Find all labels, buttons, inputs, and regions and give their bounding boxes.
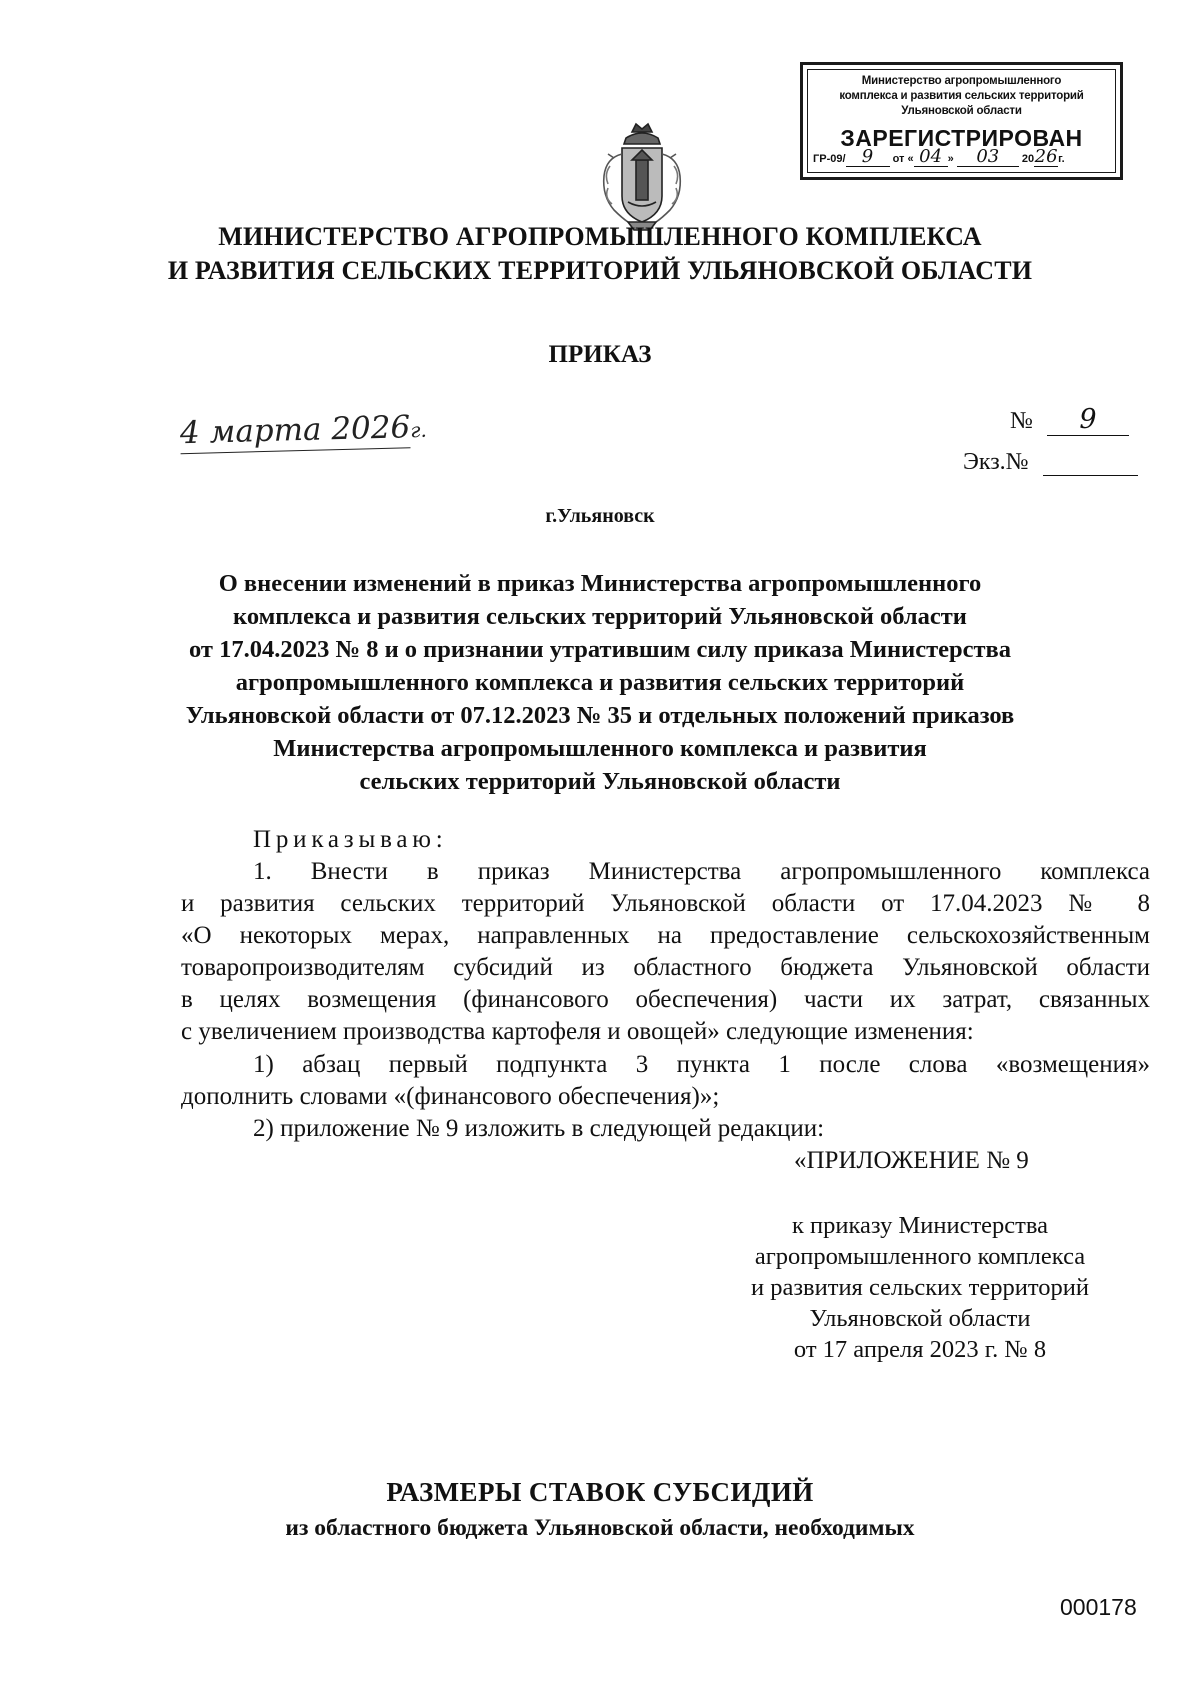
date-value: 4 марта 2026 — [180, 409, 411, 454]
number-value: 9 — [1047, 405, 1129, 436]
stamp-status: ЗАРЕГИСТРИРОВАН — [840, 125, 1083, 151]
appendix-line: и развития сельских территорий — [751, 1274, 1089, 1301]
stamp-day: 04 — [914, 148, 948, 167]
subject-line: агропромышленного комплекса и развития сельских территорий — [235, 669, 965, 696]
rates-title: РАЗМЕРЫ СТАВОК СУБСИДИЙ — [386, 1477, 814, 1507]
stamp-reg-row — [813, 148, 1065, 167]
subject-line: О внесении изменений в приказ Министерства агропромышленного — [218, 570, 982, 597]
handwritten-date — [180, 409, 428, 451]
body-line: «О некоторых мерах, направленных на предоставление сельскохозяйственным — [181, 922, 1150, 949]
city: г.Ульяновск — [545, 505, 655, 527]
stamp-line-2: комплекса и развития сельских территорий — [839, 90, 1084, 102]
registration-stamp — [800, 62, 1123, 180]
stamp-line-3: Ульяновской области — [901, 105, 1022, 117]
body-line: товаропроизводителям субсидий из областного бюджета Ульяновской области — [181, 954, 1150, 981]
document-type: ПРИКАЗ — [548, 341, 652, 368]
body-line: и развития сельских территорий Ульяновской области от 17.04.2023 № 8 — [181, 890, 1150, 917]
date-year-suffix: г. — [409, 417, 428, 443]
subject-line: сельских территорий Ульяновской области — [359, 768, 841, 795]
body-line: дополнить словами «(финансового обеспечения)»; — [181, 1083, 720, 1110]
stamp-line-1: Министерство агропромышленного — [861, 75, 1062, 87]
body-line: 2) приложение № 9 изложить в следующей редакции: — [253, 1115, 825, 1142]
order-subject — [150, 567, 1050, 798]
subject-line: Министерства агропромышленного комплекса и развития — [273, 735, 927, 762]
appendix-line: агропромышленного комплекса — [754, 1243, 1086, 1270]
stamp-year-suffix: 26 — [1034, 146, 1058, 167]
copy-blank — [1043, 453, 1138, 476]
appendix-title: «ПРИЛОЖЕНИЕ № 9 — [794, 1147, 1029, 1174]
subject-line: комплекса и развития сельских территорий Ульяновской области — [233, 603, 967, 630]
ministry-name-line-2: И РАЗВИТИЯ СЕЛЬСКИХ ТЕРРИТОРИЙ УЛЬЯНОВСКОЙ ОБЛАСТИ — [167, 256, 1033, 285]
subject-line: Ульяновской области от 07.12.2023 № 35 и отдельных положений приказов — [185, 702, 1015, 729]
order-word: Приказываю: — [253, 826, 448, 853]
stamp-month: 03 — [957, 148, 1019, 167]
body-line: с увеличением производства картофеля и овощей» следующие изменения: — [181, 1018, 974, 1045]
appendix-line: к приказу Министерства — [792, 1212, 1048, 1239]
page-code: 000178 — [1060, 1594, 1137, 1620]
subject-line: от 17.04.2023 № 8 и о признании утратившим силу приказа Министерства — [188, 636, 1012, 663]
appendix-line: от 17 апреля 2023 г. № 8 — [793, 1336, 1047, 1363]
appendix-line: Ульяновской области — [809, 1305, 1031, 1332]
number-label: № — [1010, 408, 1033, 434]
stamp-from-label: от « — [892, 153, 914, 165]
stamp-month-sep: » — [947, 153, 954, 165]
body-line: 1. Внести в приказ Министерства агропромышленного комплекса — [253, 858, 1150, 885]
body-line: в целях возмещения (финансового обеспечения) части их затрат, связанных — [181, 986, 1150, 1013]
copy-label: Экз.№ — [963, 449, 1029, 475]
appendix-reference — [700, 1210, 1140, 1365]
stamp-year-prefix: 20 — [1021, 153, 1035, 165]
body-line: 1) абзац первый подпункта 3 пункта 1 после слова «возмещения» — [253, 1051, 1150, 1078]
document-number — [1010, 405, 1129, 436]
rates-subtitle: из областного бюджета Ульяновской области, необходимых — [285, 1515, 915, 1541]
stamp-year-end: г. — [1058, 153, 1065, 165]
stamp-reg-number: 9 — [846, 148, 890, 167]
ministry-name-line-1: МИНИСТЕРСТВО АГРОПРОМЫШЛЕННОГО КОМПЛЕКСА — [218, 222, 982, 251]
coat-of-arms-icon — [596, 118, 688, 234]
stamp-reg-prefix: ГР-09/ — [813, 153, 846, 165]
copy-number — [963, 449, 1138, 476]
